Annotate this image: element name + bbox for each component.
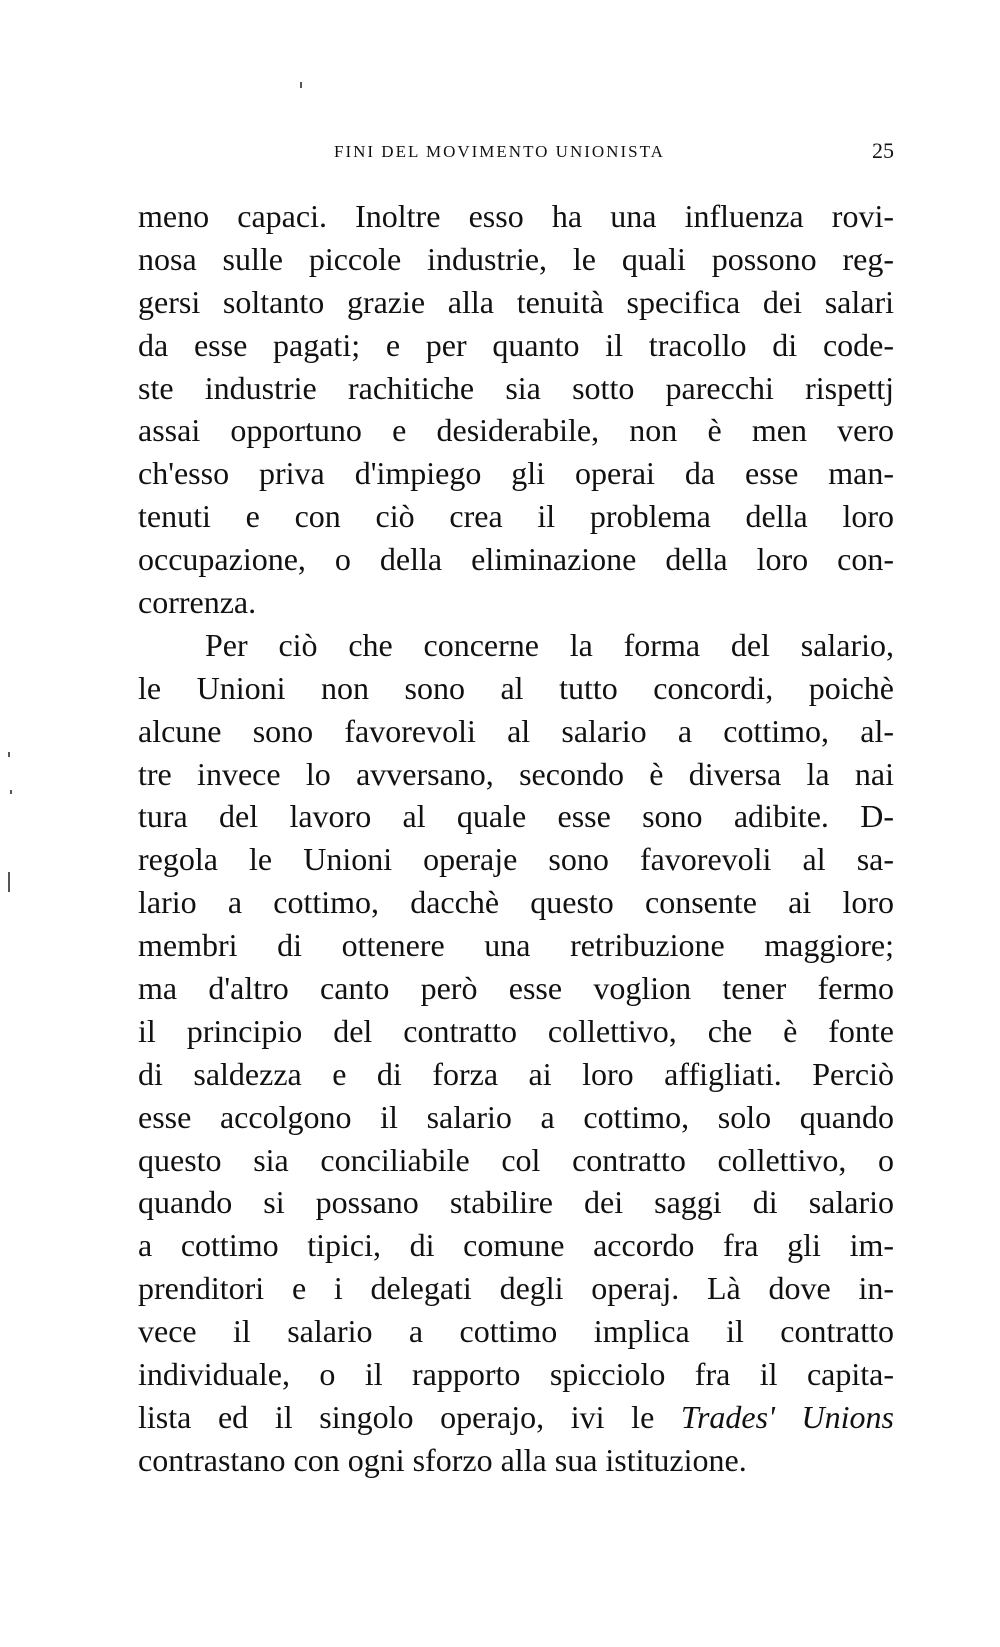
text-line: lario a cottimo, dacchè questo consente ai loro bbox=[138, 884, 894, 921]
text-segment: lista ed il singolo operajo, ivi le bbox=[138, 1398, 655, 1435]
running-title: FINI DEL MOVIMENTO UNIONISTA bbox=[334, 142, 665, 161]
text-line: correnza. bbox=[138, 584, 257, 621]
paragraph-2 bbox=[138, 624, 894, 1482]
paragraph-1 bbox=[138, 195, 894, 624]
body-text bbox=[138, 195, 894, 1482]
text-line: ste industrie rachitiche sia sotto parecchi rispettj bbox=[138, 369, 894, 406]
text-line: ch'esso priva d'impiego gli operai da esse man- bbox=[138, 455, 894, 492]
scan-speck bbox=[10, 790, 12, 794]
text-line: alcune sono favorevoli al salario a cottimo, al- bbox=[138, 712, 894, 749]
text-line: gersi soltanto grazie alla tenuità specifica dei salari bbox=[138, 283, 894, 320]
italic-term: Trades' Unions bbox=[680, 1398, 894, 1435]
text-line: meno capaci. Inoltre esso ha una influenza rovi- bbox=[138, 198, 894, 234]
text-line: ma d'altro canto però esse voglion tener fermo bbox=[138, 970, 894, 1007]
text-line: tura del lavoro al quale esse sono adibite. D- bbox=[138, 798, 894, 835]
text-line: questo sia conciliabile col contratto collettivo, o bbox=[138, 1141, 894, 1178]
text-line: prenditori e i delegati degli operaj. Là dove in- bbox=[138, 1270, 894, 1307]
text-line: tre invece lo avversano, secondo è diversa la nai bbox=[138, 755, 894, 792]
text-line: occupazione, o della eliminazione della loro con- bbox=[138, 541, 894, 578]
text-line: da esse pagati; e per quanto il tracollo di code- bbox=[138, 326, 894, 363]
text-line: individuale, o il rapporto spicciolo fra il capita- bbox=[138, 1356, 894, 1393]
text-line-with-italic bbox=[138, 1396, 894, 1439]
text-line: di saldezza e di forza ai loro affigliati. Perciò bbox=[138, 1055, 894, 1092]
text-line: tenuti e con ciò crea il problema della loro bbox=[138, 498, 894, 535]
text-line: esse accolgono il salario a cottimo, solo quando bbox=[138, 1098, 894, 1135]
text-line: Per ciò che concerne la forma del salario, bbox=[205, 626, 894, 663]
running-head bbox=[134, 138, 894, 168]
text-line: il principio del contratto collettivo, che è fonte bbox=[138, 1012, 894, 1049]
scan-speck bbox=[8, 872, 10, 892]
scan-speck bbox=[300, 82, 302, 88]
page-number: 25 bbox=[872, 138, 894, 163]
text-line: assai opportuno e desiderabile, non è men vero bbox=[138, 412, 894, 449]
text-line: vece il salario a cottimo implica il contratto bbox=[138, 1313, 894, 1350]
text-line: nosa sulle piccole industrie, le quali possono reg- bbox=[138, 240, 894, 277]
text-line: quando si possano stabilire dei saggi di salario bbox=[138, 1184, 894, 1221]
text-line: le Unioni non sono al tutto concordi, poichè bbox=[138, 669, 894, 706]
text-line: contrastano con ogni sforzo alla sua istituzione. bbox=[138, 1441, 747, 1478]
text-line: regola le Unioni operaje sono favorevoli al sa- bbox=[138, 841, 894, 878]
scan-speck bbox=[8, 752, 10, 757]
text-line: a cottimo tipici, di comune accordo fra gli im- bbox=[138, 1227, 894, 1264]
text-line: membri di ottenere una retribuzione maggiore; bbox=[138, 927, 894, 964]
